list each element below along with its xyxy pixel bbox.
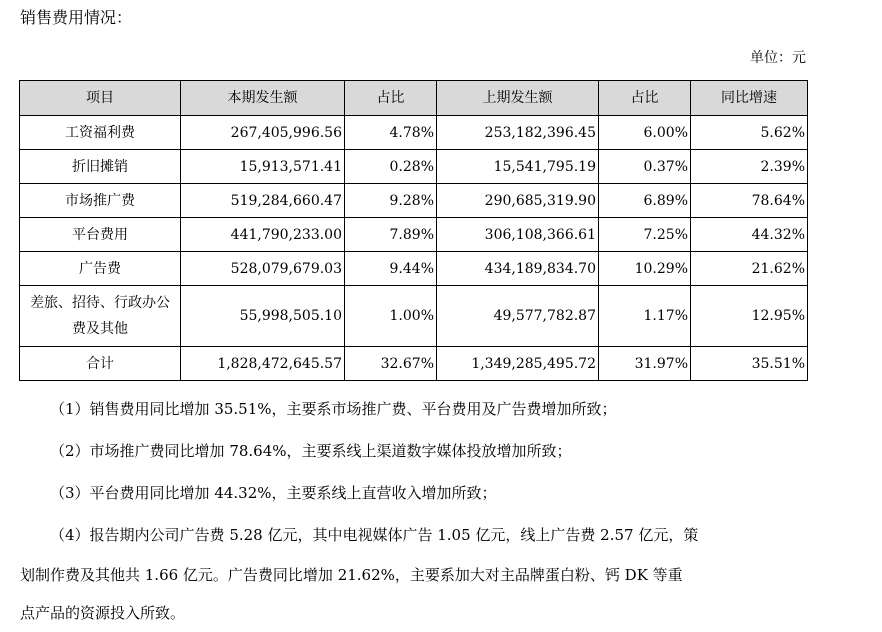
yoy-growth-cell: 5.62% [691,116,808,150]
current-ratio-cell: 9.28% [345,184,437,218]
yoy-growth-cell: 44.32% [691,218,808,252]
sales-expense-table [19,80,808,381]
current-ratio-cell: 4.78% [345,116,437,150]
current-amount-cell: 519,284,660.47 [181,184,345,218]
current-amount-cell: 267,405,996.56 [181,116,345,150]
header-prior-ratio: 占比 [599,81,691,116]
total-current-amount: 1,828,472,645.57 [181,347,345,381]
yoy-growth-cell: 21.62% [691,252,808,286]
note-4-line-3: 点产品的资源投入所致。 [20,604,186,622]
current-ratio-cell: 7.89% [345,218,437,252]
current-amount-cell: 55,998,505.10 [181,286,345,347]
total-current-ratio: 32.67% [345,347,437,381]
notes-section [20,388,810,632]
prior-ratio-cell: 7.25% [599,218,691,252]
header-item: 项目 [20,81,181,116]
table-row [20,116,808,150]
current-ratio-cell: 9.44% [345,252,437,286]
total-prior-amount: 1,349,285,495.72 [437,347,599,381]
yoy-growth-cell: 78.64% [691,184,808,218]
table-row [20,184,808,218]
row-label-line-2: 费及其他 [72,321,128,337]
header-yoy-growth: 同比增速 [691,81,808,116]
total-label: 合计 [20,347,181,381]
current-ratio-cell: 1.00% [345,286,437,347]
table-total-row [20,347,808,381]
prior-amount-cell: 49,577,782.87 [437,286,599,347]
note-3: （3）平台费用同比增加 44.32%，主要系线上直营收入增加所致； [50,484,497,502]
table-row [20,150,808,184]
row-label: 折旧摊销 [20,150,181,184]
row-label: 市场推广费 [20,184,181,218]
current-ratio-cell: 0.28% [345,150,437,184]
current-amount-cell: 441,790,233.00 [181,218,345,252]
total-yoy-growth: 35.51% [691,347,808,381]
header-current-amount: 本期发生额 [181,81,345,116]
row-label: 广告费 [20,252,181,286]
note-2: （2）市场推广费同比增加 78.64%，主要系线上渠道数字媒体投放增加所致； [50,442,572,460]
prior-amount-cell: 290,685,319.90 [437,184,599,218]
header-prior-amount: 上期发生额 [437,81,599,116]
unit-label: 单位：元 [750,50,806,66]
row-label [20,286,181,347]
prior-amount-cell: 15,541,795.19 [437,150,599,184]
prior-ratio-cell: 0.37% [599,150,691,184]
prior-ratio-cell: 10.29% [599,252,691,286]
note-4-line-2: 划制作费及其他共 1.66 亿元。广告费同比增加 21.62%，主要系加大对主品牌蛋白粉、钙 DK 等重 [20,566,683,584]
row-label: 平台费用 [20,218,181,252]
prior-ratio-cell: 1.17% [599,286,691,347]
prior-amount-cell: 253,182,396.45 [437,116,599,150]
table-header-row [20,81,808,116]
prior-amount-cell: 434,189,834.70 [437,252,599,286]
prior-ratio-cell: 6.89% [599,184,691,218]
prior-ratio-cell: 6.00% [599,116,691,150]
note-1: （1）销售费用同比增加 35.51%，主要系市场推广费、平台费用及广告费增加所致； [50,400,617,418]
row-label: 工资福利费 [20,116,181,150]
yoy-growth-cell: 2.39% [691,150,808,184]
table-row [20,252,808,286]
section-title: 销售费用情况： [20,8,133,27]
note-4-line-1: （4）报告期内公司广告费 5.28 亿元，其中电视媒体广告 1.05 亿元，线上广告费 2.57 亿元，策 [50,526,699,544]
row-label-line-1: 差旅、招待、行政办公 [30,295,170,311]
current-amount-cell: 528,079,679.03 [181,252,345,286]
current-amount-cell: 15,913,571.41 [181,150,345,184]
total-prior-ratio: 31.97% [599,347,691,381]
header-current-ratio: 占比 [345,81,437,116]
table-row [20,286,808,347]
prior-amount-cell: 306,108,366.61 [437,218,599,252]
yoy-growth-cell: 12.95% [691,286,808,347]
table-row [20,218,808,252]
